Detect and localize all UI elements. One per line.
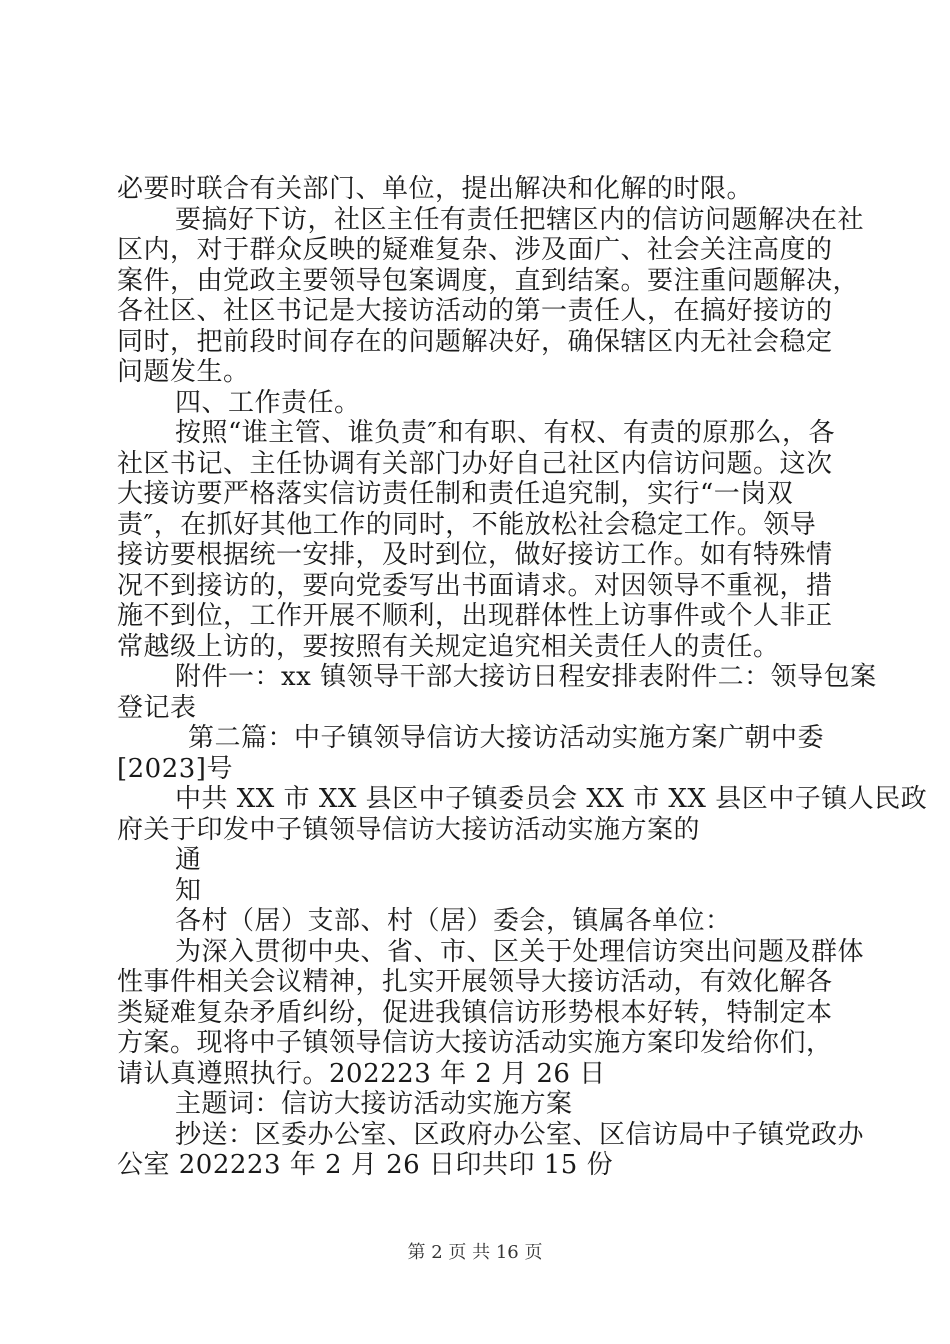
text-line: 中共 XX 市 XX 县区中子镇委员会 XX 市 XX 县区中子镇人民政 <box>175 784 928 814</box>
text-line: 按照“谁主管、谁负责″和有职、有权、有责的原那么，各 <box>175 418 836 448</box>
text-line: 请认真遵照执行。202223 年 2 月 26 日 <box>117 1059 606 1089</box>
text-line: 社区书记、主任协调有关部门办好自己社区内信访问题。这次 <box>117 449 833 479</box>
text-line: 案件，由党政主要领导包案调度，直到结案。要注重问题解决， <box>117 266 860 296</box>
text-line: 通 <box>175 845 202 875</box>
text-line: 类疑难复杂矛盾纠纷，促进我镇信访形势根本好转，特制定本 <box>117 998 833 1028</box>
section-heading: 四、工作责任。 <box>175 388 361 418</box>
text-line: 必要时联合有关部门、单位，提出解决和化解的时限。 <box>117 174 754 204</box>
text-line: 大接访要严格落实信访责任制和责任追究制，实行“一岗双 <box>117 479 794 509</box>
text-line: 府关于印发中子镇领导信访大接访活动实施方案的 <box>117 815 701 845</box>
text-line: 附件一：xx 镇领导干部大接访日程安排表附件二：领导包案 <box>175 662 877 692</box>
text-line: 接访要根据统一安排，及时到位，做好接访工作。如有特殊情 <box>117 540 833 570</box>
text-line: 抄送：区委办公室、区政府办公室、区信访局中子镇党政办 <box>175 1120 865 1150</box>
text-line: [2023]号 <box>117 754 233 784</box>
text-line: 常越级上访的，要按照有关规定追究相关责任人的责任。 <box>117 632 780 662</box>
text-line: 方案。现将中子镇领导信访大接访活动实施方案印发给你们， <box>117 1028 833 1058</box>
text-line: 性事件相关会议精神，扎实开展领导大接访活动，有效化解各 <box>117 967 833 997</box>
text-line: 责″，在抓好其他工作的同时，不能放松社会稳定工作。领导 <box>117 510 817 540</box>
text-line: 同时，把前段时间存在的问题解决好，确保辖区内无社会稳定 <box>117 327 833 357</box>
text-line: 问题发生。 <box>117 357 250 387</box>
text-line: 施不到位，工作开展不顺利，出现群体性上访事件或个人非正 <box>117 601 833 631</box>
text-line: 各村（居）支部、村（居）委会，镇属各单位： <box>175 906 732 936</box>
chapter-heading: 第二篇：中子镇领导信访大接访活动实施方案广朝中委 <box>188 723 825 753</box>
text-line: 登记表 <box>117 693 197 723</box>
text-line: 为深入贯彻中央、省、市、区关于处理信访突出问题及群体 <box>175 937 865 967</box>
text-line: 主题词：信访大接访活动实施方案 <box>175 1089 573 1119</box>
text-line: 各社区、社区书记是大接访活动的第一责任人，在搞好接访的 <box>117 296 833 326</box>
text-line: 公室 202223 年 2 月 26 日印共印 15 份 <box>117 1150 614 1180</box>
page-number: 第 2 页 共 16 页 <box>407 1242 543 1263</box>
text-line: 要搞好下访，社区主任有责任把辖区内的信访问题解决在社 <box>175 205 865 235</box>
text-line: 区内，对于群众反映的疑难复杂、涉及面广、社会关注高度的 <box>117 235 833 265</box>
text-line: 知 <box>175 876 202 906</box>
text-line: 况不到接访的，要向党委写出书面请求。对因领导不重视，措 <box>117 571 833 601</box>
